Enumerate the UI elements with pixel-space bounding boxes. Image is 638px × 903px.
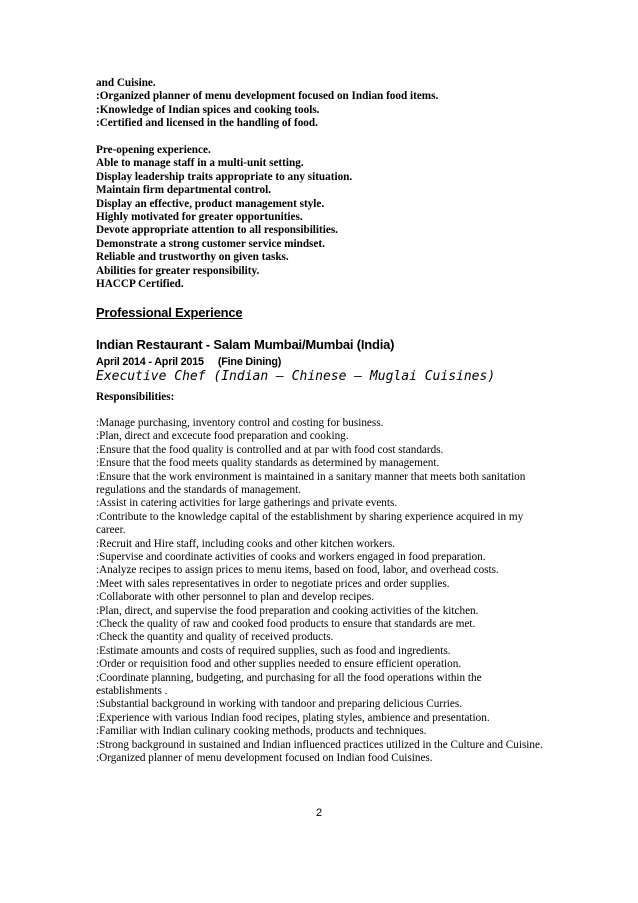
- responsibilities-list: [96, 417, 546, 766]
- responsibility-item: :Familiar with Indian culinary cooking methods, products and techniques.: [96, 725, 427, 738]
- job-dates-row: [96, 356, 546, 368]
- section-title-professional-experience: Professional Experience: [96, 305, 243, 321]
- quality-line: Pre-opening experience.: [96, 144, 211, 157]
- responsibility-item: :Ensure that the work environment is maintained in a sanitary manner that meets both sanitation regulations and the standards of management.: [96, 470, 526, 496]
- responsibility-item: :Recruit and Hire staff, including cooks and other kitchen workers.: [96, 537, 395, 550]
- responsibility-item: :Meet with sales representatives in order to negotiate prices and order supplies.: [96, 577, 450, 590]
- responsibility-item: :Analyze recipes to assign prices to menu items, based on food, labor, and overhead costs.: [96, 564, 499, 577]
- job-role: Executive Chef (Indian – Chinese – Muglai Cuisines): [96, 369, 496, 385]
- skills-list: [96, 77, 546, 131]
- responsibility-item: :Organized planner of menu development focused on Indian food Cuisines.: [96, 752, 433, 765]
- responsibility-item: :Supervise and coordinate activities of cooks and workers engaged in food preparation.: [96, 550, 486, 563]
- quality-line: Display leadership traits appropriate to any situation.: [96, 170, 353, 183]
- company-name: Indian Restaurant - Salam Mumbai/Mumbai (India): [96, 337, 395, 353]
- quality-line: Abilities for greater responsibility.: [96, 264, 260, 277]
- responsibility-item: :Strong background in sustained and Indian influenced practices utilized in the Culture and Cuisine.: [96, 738, 543, 751]
- responsibility-item: :Experience with various Indian food recipes, plating styles, ambience and presentation.: [96, 711, 490, 724]
- skill-line: :Certified and licensed in the handling of food.: [96, 117, 318, 130]
- quality-line: Highly motivated for greater opportunities.: [96, 211, 303, 224]
- quality-line: Maintain firm departmental control.: [96, 184, 272, 197]
- responsibility-item: :Ensure that the food meets quality standards as determined by management.: [96, 457, 440, 470]
- spacer: [96, 131, 546, 144]
- quality-line: Display an effective, product management style.: [96, 197, 325, 210]
- job-dates: April 2014 - April 2015: [96, 356, 204, 369]
- responsibility-item: :Coordinate planning, budgeting, and purchasing for all the food operations within the establishments .: [96, 671, 482, 698]
- responsibility-item: :Plan, direct, and supervise the food preparation and cooking activities of the kitchen.: [96, 604, 479, 617]
- quality-line: Devote appropriate attention to all responsibilities.: [96, 224, 338, 237]
- skill-line: :Knowledge of Indian spices and cooking tools.: [96, 103, 320, 116]
- page-number: 2: [315, 807, 323, 819]
- responsibility-item: :Check the quality of raw and cooked food products to ensure that standards are met.: [96, 617, 476, 630]
- quality-line: HACCP Certified.: [96, 278, 184, 291]
- skill-line: and Cuisine.: [96, 77, 156, 89]
- responsibility-item: :Contribute to the knowledge capital of the establishment by sharing experience acquired in my career.: [96, 510, 524, 537]
- responsibility-item: :Estimate amounts and costs of required supplies, such as food and ingredients.: [96, 644, 451, 657]
- responsibility-item: :Order or requisition food and other supplies needed to ensure efficient operation.: [96, 658, 462, 671]
- responsibility-item: :Plan, direct and excecute food preparation and cooking.: [96, 430, 349, 443]
- skill-line: :Organized planner of menu development focused on Indian food items.: [96, 90, 439, 103]
- job-dining-type: (Fine Dining): [217, 356, 282, 369]
- qualities-list: [96, 144, 546, 291]
- responsibility-item: :Ensure that the food quality is controlled and at par with food cost standards.: [96, 443, 444, 456]
- quality-line: Able to manage staff in a multi-unit setting.: [96, 157, 304, 170]
- responsibilities-heading: Responsibilities:: [96, 391, 175, 404]
- responsibility-item: :Check the quantity and quality of received products.: [96, 631, 334, 644]
- page-content: [96, 77, 546, 765]
- responsibility-item: :Collaborate with other personnel to plan and develop recipes.: [96, 591, 375, 604]
- responsibility-item: :Manage purchasing, inventory control and costing for business.: [96, 416, 384, 429]
- responsibility-item: :Assist in catering activities for large gatherings and private events.: [96, 497, 398, 510]
- quality-line: Demonstrate a strong customer service mindset.: [96, 237, 325, 250]
- responsibility-item: :Substantial background in working with tandoor and preparing delicious Curries.: [96, 698, 463, 711]
- quality-line: Reliable and trustworthy on given tasks.: [96, 251, 289, 264]
